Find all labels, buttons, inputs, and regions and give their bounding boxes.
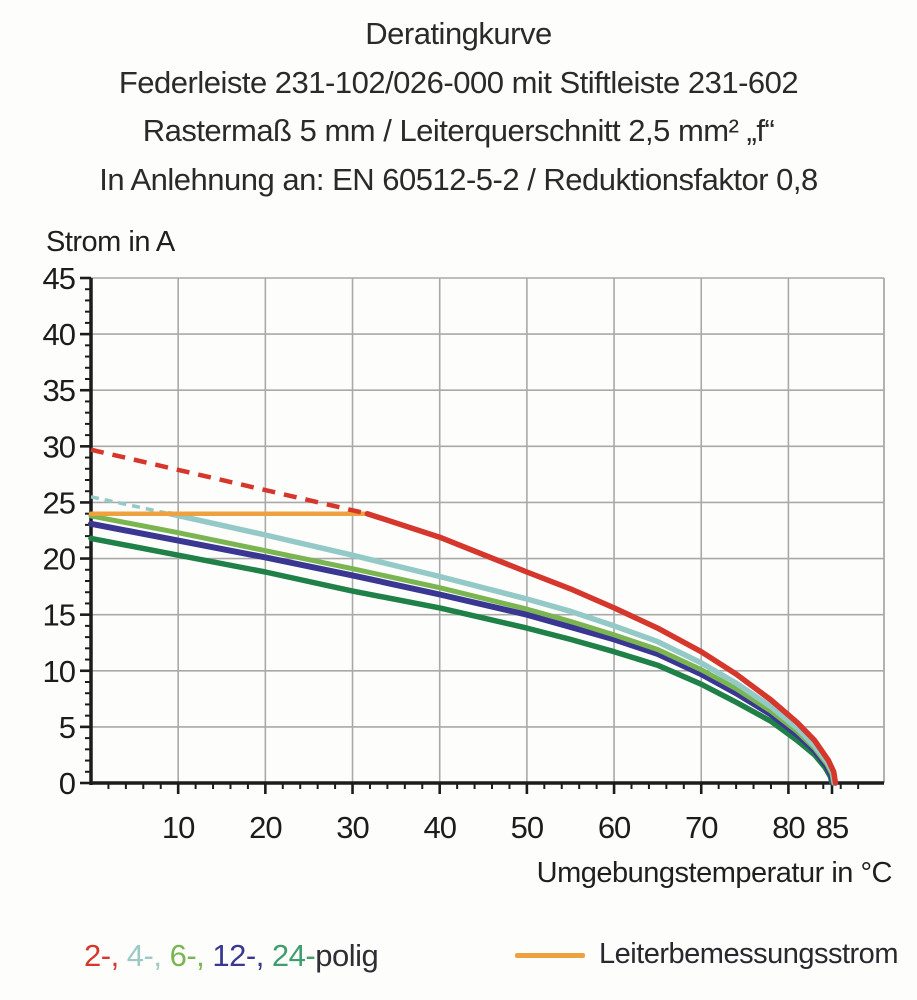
x-tick-label: 80 [772,810,805,845]
y-tick-label: 35 [42,373,75,409]
legend-pole-counts [84,938,378,974]
rated-current-line-swatch [515,953,585,958]
chart-subtitle-spec: Rastermaß 5 mm / Leiterquerschnitt 2,5 mm² „f“ [142,113,775,148]
x-tick-label: 30 [336,810,369,845]
y-tick-label: 5 [58,709,75,745]
chart-title: Deratingkurve [365,16,552,51]
curve-12-polig [91,524,833,783]
y-tick-label: 45 [42,261,75,296]
y-axis-title: Strom in A [46,226,175,258]
legend-pole-label: 24- [271,938,316,973]
legend-pole-label: 4-, [126,938,170,973]
x-tick-label: 50 [510,810,544,845]
legend-pole-label: 6-, [169,938,213,973]
y-tick-label: 15 [42,597,75,633]
x-tick-label: 40 [423,810,456,845]
y-tick-label: 30 [42,429,75,465]
y-tick-label: 0 [58,766,75,801]
rated-current-label: Leiterbemessungsstrom [599,938,898,970]
x-tick-label: 70 [684,810,718,845]
x-tick-label: 60 [597,810,631,845]
y-tick-label: 10 [42,653,75,689]
legend-rated-current [515,938,898,971]
y-tick-label: 20 [42,541,75,577]
legend-pole-label: 12-, [212,938,272,973]
y-tick-label: 25 [42,485,75,521]
chart-subtitle-parts: Federleiste 231-102/026-000 mit Stiftleiste 231-602 [118,64,799,100]
x-tick-label: 20 [249,810,282,845]
x-tick-label: 85 [815,810,849,845]
x-axis-title: Umgebungstemperatur in °C [536,857,892,889]
x-tick-label: 10 [161,810,195,845]
curve-4-polig [91,497,170,514]
curve-24-polig [91,538,832,783]
legend-pole-label: 2-, [84,938,127,973]
curve-6-polig [91,516,834,783]
chart-subtitle-norm: In Anlehnung an: EN 60512-5-2 / Reduktionsfaktor 0,8 [99,161,818,197]
y-tick-label: 40 [42,317,75,353]
curve-4-polig [170,514,835,783]
legend-pole-label: polig [315,938,379,973]
